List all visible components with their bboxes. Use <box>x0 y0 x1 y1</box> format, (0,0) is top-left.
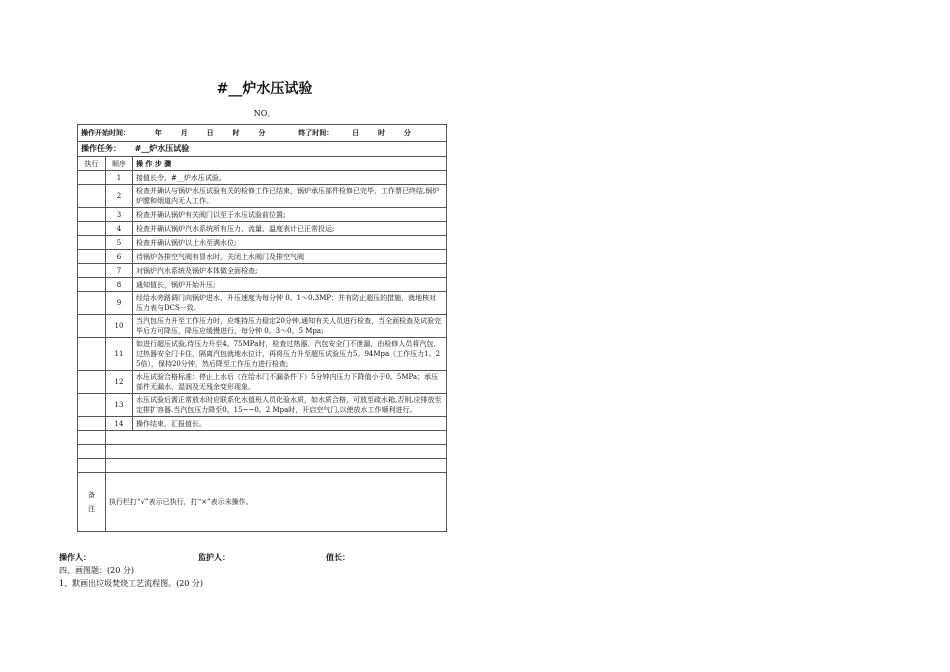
step-exec-checkbox[interactable] <box>78 278 106 292</box>
step-seq: 4 <box>106 222 133 236</box>
step-exec-checkbox[interactable] <box>78 394 106 417</box>
remark-label: 备 注 <box>78 473 106 532</box>
step-text: 水压试验后需正常放水时应联系化水值班人员化验水质，如水质合格，可放至疏水箱,否则,应排放至定排扩容器.当汽包压力降至0。15~~0。2 Mpa时，开启空气门,以使放水工作顺利进行。 <box>133 394 447 417</box>
step-text: 对锅炉汽水系统及锅炉本体做全面检查; <box>133 264 447 278</box>
step-row <box>78 208 447 222</box>
step-exec-checkbox[interactable] <box>78 417 106 431</box>
step-text: 当汽包压力升至工作压力时，应维持压力稳定20分钟,通知有关人员进行检查，当全面检查及试验完毕后方可降压，降压应缓慢进行，每分钟 0。3～0。5 Mpa; <box>133 315 447 338</box>
blank-step-cell[interactable] <box>106 445 447 459</box>
step-seq: 5 <box>106 236 133 250</box>
time-row <box>78 125 447 142</box>
step-exec-checkbox[interactable] <box>78 236 106 250</box>
remark-text: 执行栏打“√”表示已执行，打“×”表示未操作。 <box>106 473 447 532</box>
blank-step-cell[interactable] <box>106 459 447 473</box>
step-seq: 2 <box>106 185 133 208</box>
column-header-steps: 操 作 步 骤 <box>133 157 447 171</box>
blank-exec-cell[interactable] <box>78 431 106 445</box>
step-row <box>78 292 447 315</box>
step-row <box>78 371 447 394</box>
step-text: 经给水旁路调门向锅炉进水，升压速度为每分钟 0。1～0.3MP；并有防止超压的措施，就地核对压力表与DCS一致. <box>133 292 447 315</box>
step-seq: 3 <box>106 208 133 222</box>
task-row <box>78 142 447 157</box>
step-seq: 11 <box>106 338 133 371</box>
step-row <box>78 171 447 185</box>
end-time-label: 终了时间： <box>298 129 334 137</box>
step-row <box>78 338 447 371</box>
end-day-label: 日 <box>352 129 360 137</box>
step-text: 通知值长，锅炉开始升压; <box>133 278 447 292</box>
step-seq: 13 <box>106 394 133 417</box>
step-row <box>78 264 447 278</box>
step-text: 如进行超压试验,待压力升至4。75MPa时，检查过热器、汽包安全门不泄漏，由检修人员将汽包、过热器安全门卡住，隔离汽包就地水位计，再将压力升至超压试验压力5。94Mpa（工作压力1。25倍），保持20分钟，然后降至工作压力进行检查; <box>133 338 447 371</box>
step-exec-checkbox[interactable] <box>78 208 106 222</box>
blank-exec-cell[interactable] <box>78 445 106 459</box>
end-hour-label: 时 <box>378 129 385 137</box>
step-seq: 6 <box>106 250 133 264</box>
step-exec-checkbox[interactable] <box>78 292 106 315</box>
start-minute-label: 分 <box>258 129 266 137</box>
task-value: #__炉水压试验 <box>134 144 190 153</box>
step-seq: 12 <box>106 371 133 394</box>
step-seq: 14 <box>106 417 133 431</box>
step-text: 接值长令，#__炉水压试验。 <box>133 171 447 185</box>
step-exec-checkbox[interactable] <box>78 315 106 338</box>
start-hour-label: 时 <box>232 129 240 137</box>
operator-label: 操作人： <box>59 553 91 562</box>
step-text: 水压试验合格标准：停止上水后（在给水门不漏条件下）5分钟内压力下降值小于0。5MPa；承压部件无漏水、湿润及无残余变形现象。 <box>133 371 447 394</box>
remark-row <box>78 473 447 532</box>
column-header-row <box>78 157 447 171</box>
blank-row <box>78 445 447 459</box>
step-exec-checkbox[interactable] <box>78 222 106 236</box>
blank-exec-cell[interactable] <box>78 459 106 473</box>
step-seq: 7 <box>106 264 133 278</box>
time-cell <box>78 125 447 142</box>
step-exec-checkbox[interactable] <box>78 171 106 185</box>
drawing-question-1: 1、默画出垃圾焚烧工艺流程图。(20 分) <box>59 579 204 588</box>
task-cell <box>78 142 447 157</box>
task-label: 操作任务： <box>81 144 121 153</box>
blank-row <box>78 459 447 473</box>
column-header-exec: 执行 <box>78 157 106 171</box>
step-text: 检查并确认与锅炉水压试验有关的检修工作已结束，锅炉承压部件检修已完毕，工作票已终结,锅炉炉膛和烟道内无人工作。 <box>133 185 447 208</box>
step-exec-checkbox[interactable] <box>78 371 106 394</box>
start-month-label: 月 <box>180 129 188 137</box>
step-row <box>78 417 447 431</box>
step-text: 待锅炉各排空气阀有冒水时，关闭上水阀门及排空气阀 <box>133 250 447 264</box>
page-title: #__炉水压试验 <box>216 81 313 97</box>
start-day-label: 日 <box>206 129 214 137</box>
step-text: 操作结束，汇报值长。 <box>133 417 447 431</box>
end-minute-label: 分 <box>403 129 411 137</box>
step-row <box>78 250 447 264</box>
step-row <box>78 185 447 208</box>
start-time-label: 操作开始时间： <box>81 129 130 137</box>
step-exec-checkbox[interactable] <box>78 264 106 278</box>
step-exec-checkbox[interactable] <box>78 338 106 371</box>
step-seq: 10 <box>106 315 133 338</box>
blank-row <box>78 431 447 445</box>
step-text: 检查并确认锅炉汽水系统所有压力、流量、温度表计已正常投运; <box>133 222 447 236</box>
start-year-label: 年 <box>154 129 162 137</box>
step-exec-checkbox[interactable] <box>78 185 106 208</box>
step-row <box>78 315 447 338</box>
step-seq: 1 <box>106 171 133 185</box>
shift-leader-label: 值长： <box>326 553 350 562</box>
step-row <box>78 394 447 417</box>
document-number: NO。 <box>253 109 276 118</box>
column-header-seq: 顺序 <box>106 157 133 171</box>
step-row <box>78 278 447 292</box>
supervisor-label: 监护人： <box>198 553 230 562</box>
step-row <box>78 236 447 250</box>
step-text: 检查并确认锅炉以上水至满水位; <box>133 236 447 250</box>
operation-ticket-table <box>77 124 447 532</box>
step-seq: 9 <box>106 292 133 315</box>
step-exec-checkbox[interactable] <box>78 250 106 264</box>
step-seq: 8 <box>106 278 133 292</box>
blank-step-cell[interactable] <box>106 431 447 445</box>
step-text: 检查并确认锅炉有关阀门以至于水压试验前位置; <box>133 208 447 222</box>
drawing-question-section: 四、画图题：(20 分) <box>59 566 134 575</box>
step-row <box>78 222 447 236</box>
